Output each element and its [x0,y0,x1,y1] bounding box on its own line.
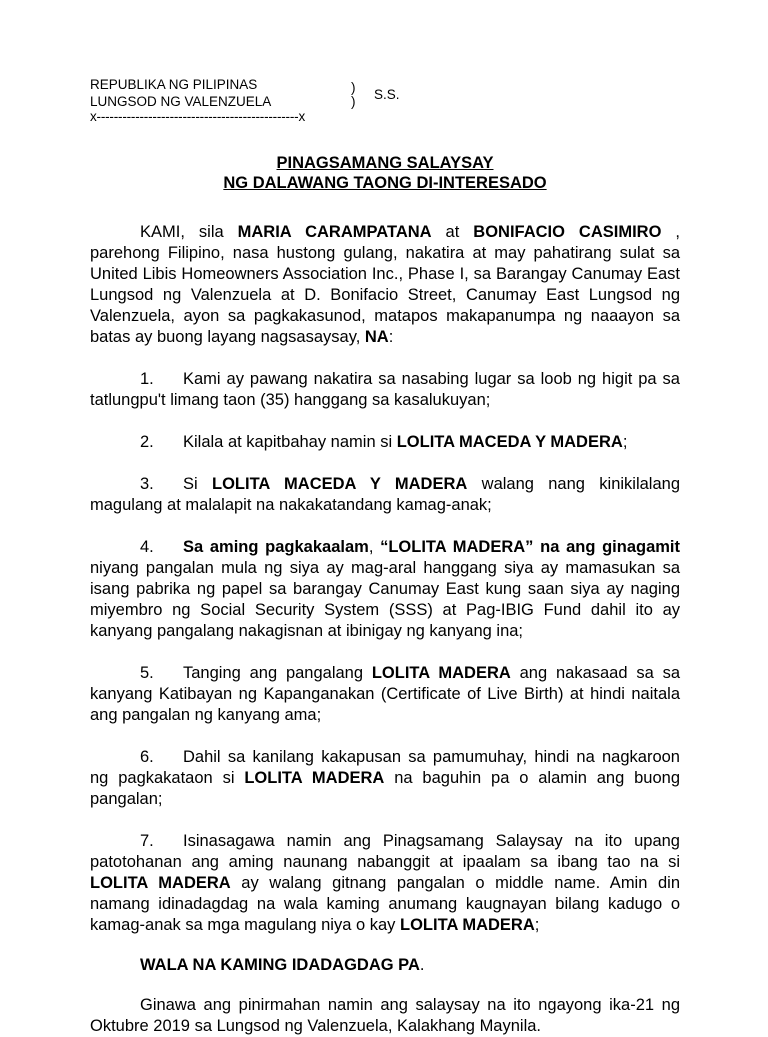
affiant-name-2: BONIFACIO CASIMIRO [473,223,662,241]
item-bold-name: “LOLITA MADERA” na ang ginagamit [380,538,681,556]
item-bold-phrase: Sa aming pagkakaalam [183,538,369,556]
item-text: Si [183,475,212,493]
item-text: walang nang kinikilalang magulang at malalapit na nakakatandang kamag-anak; [90,475,680,514]
intro-na: NA [364,328,389,346]
item-text: ay walang gitnang pangalan o middle name. Amin din namang idinadagdag na wala kaming anumang kaugnayan bilang kadugo o kamag-anak sa mga magulang niya o kay [90,874,680,934]
intro-text: KAMI, sila [140,223,238,241]
item-text: ; [534,916,540,934]
item-bold-name: LOLITA MADERA [244,769,385,787]
intro-text: at [431,223,474,241]
item-number: 2. [140,433,154,451]
item-bold-name: LOLITA MACEDA Y MADERA [212,475,468,493]
item-number: 6. [140,748,154,766]
caption-paren: ) [351,80,356,95]
intro-text: , parehong Filipino, nasa hustong gulang, nakatira at may pahatirang sulat sa United Libis Homeowners Association Inc., Phase I, sa Barangay Canumay East Lungsod ng Valenzuela at D. Bonifacio Street, Canumay East Lungsod ng Valenzuela, ayon sa pagkakasunod, matapos makapanumpa ng naaayon sa batas ay buong layang nagsasaysay, [90,223,680,346]
affiant-name-1: MARIA CARAMPATANA [237,223,432,241]
numbered-item-6 [90,747,680,810]
item-text: , [368,538,381,556]
item-text: Isinasagawa namin ang Pinagsamang Salaysay na ito upang patotohanan ang aming naunang nabanggit at ipaalam sa ibang tao na si [90,832,680,871]
document-title [90,153,680,193]
item-number: 3. [140,475,154,493]
intro-paragraph [90,222,680,348]
item-number: 1. [140,370,154,388]
item-number: 4. [140,538,154,556]
title-line-1: PINAGSAMANG SALAYSAY [276,154,494,172]
item-bold-name: LOLITA MADERA [400,916,535,934]
item-bold-name: LOLITA MADERA [90,874,231,892]
caption-rule: x-----------------------------------------------x [90,109,305,124]
caption-city: LUNGSOD NG VALENZUELA [90,94,272,109]
caption-paren: ) [351,94,356,109]
item-text: ; [622,433,628,451]
numbered-item-7 [90,831,680,936]
title-line-2: NG DALAWANG TAONG DI-INTERESADO [223,174,547,192]
numbered-item-4 [90,537,680,642]
item-number: 7. [140,832,154,850]
numbered-item-1 [90,369,680,411]
numbered-item-5 [90,663,680,726]
closing-bold: WALA NA KAMING IDADAGDAG PA [140,956,420,974]
numbered-item-3 [90,474,680,516]
intro-text: : [388,328,394,346]
item-text: ang nakasaad sa sa kanyang Katibayan ng Kapanganakan (Certificate of Live Birth) at hindi naitala ang pangalan ng kanyang ama; [90,664,680,724]
item-text: na baguhin pa o alamin ang buong pangalan; [90,769,680,808]
closing-statement [90,955,680,976]
caption-ss: S.S. [374,87,400,102]
item-bold-name: LOLITA MADERA [371,664,511,682]
caption-republic: REPUBLIKA NG PILIPINAS [90,77,258,92]
closing-dot: . [419,956,425,974]
item-text: Dahil sa kanilang kakapusan sa pamumuhay, hindi na nagkaroon ng pagkakataon si [90,748,680,787]
execution-clause: Ginawa ang pinirmahan namin ang salaysay na ito ngayong ika-21 ng Oktubre 2019 sa Lungsod ng Valenzuela, Kalakhang Maynila. [90,996,680,1035]
numbered-item-2 [90,432,680,453]
affidavit-page [90,76,680,1037]
item-bold-name: LOLITA MACEDA Y MADERA [396,433,623,451]
item-number: 5. [140,664,154,682]
item-text: Kami ay pawang nakatira sa nasabing lugar sa loob ng higit pa sa tatlungpu't limang taon (35) hanggang sa kasalukuyan; [90,370,680,409]
item-text: Kilala at kapitbahay namin si [183,433,397,451]
item-text: Tanging ang pangalang [183,664,372,682]
venue-caption [90,76,680,124]
item-text: niyang pangalan mula ng siya ay mag-aral hanggang siya ay mamasukan sa isang pabrika ng papel sa barangay Canumay East kung saan siya ay naging miyembro ng Social Security System (SSS) at Pag-IBIG Fund dahil ito ay kanyang pangalang nakagisnan at ibinigay ng kanyang ina; [90,559,680,640]
